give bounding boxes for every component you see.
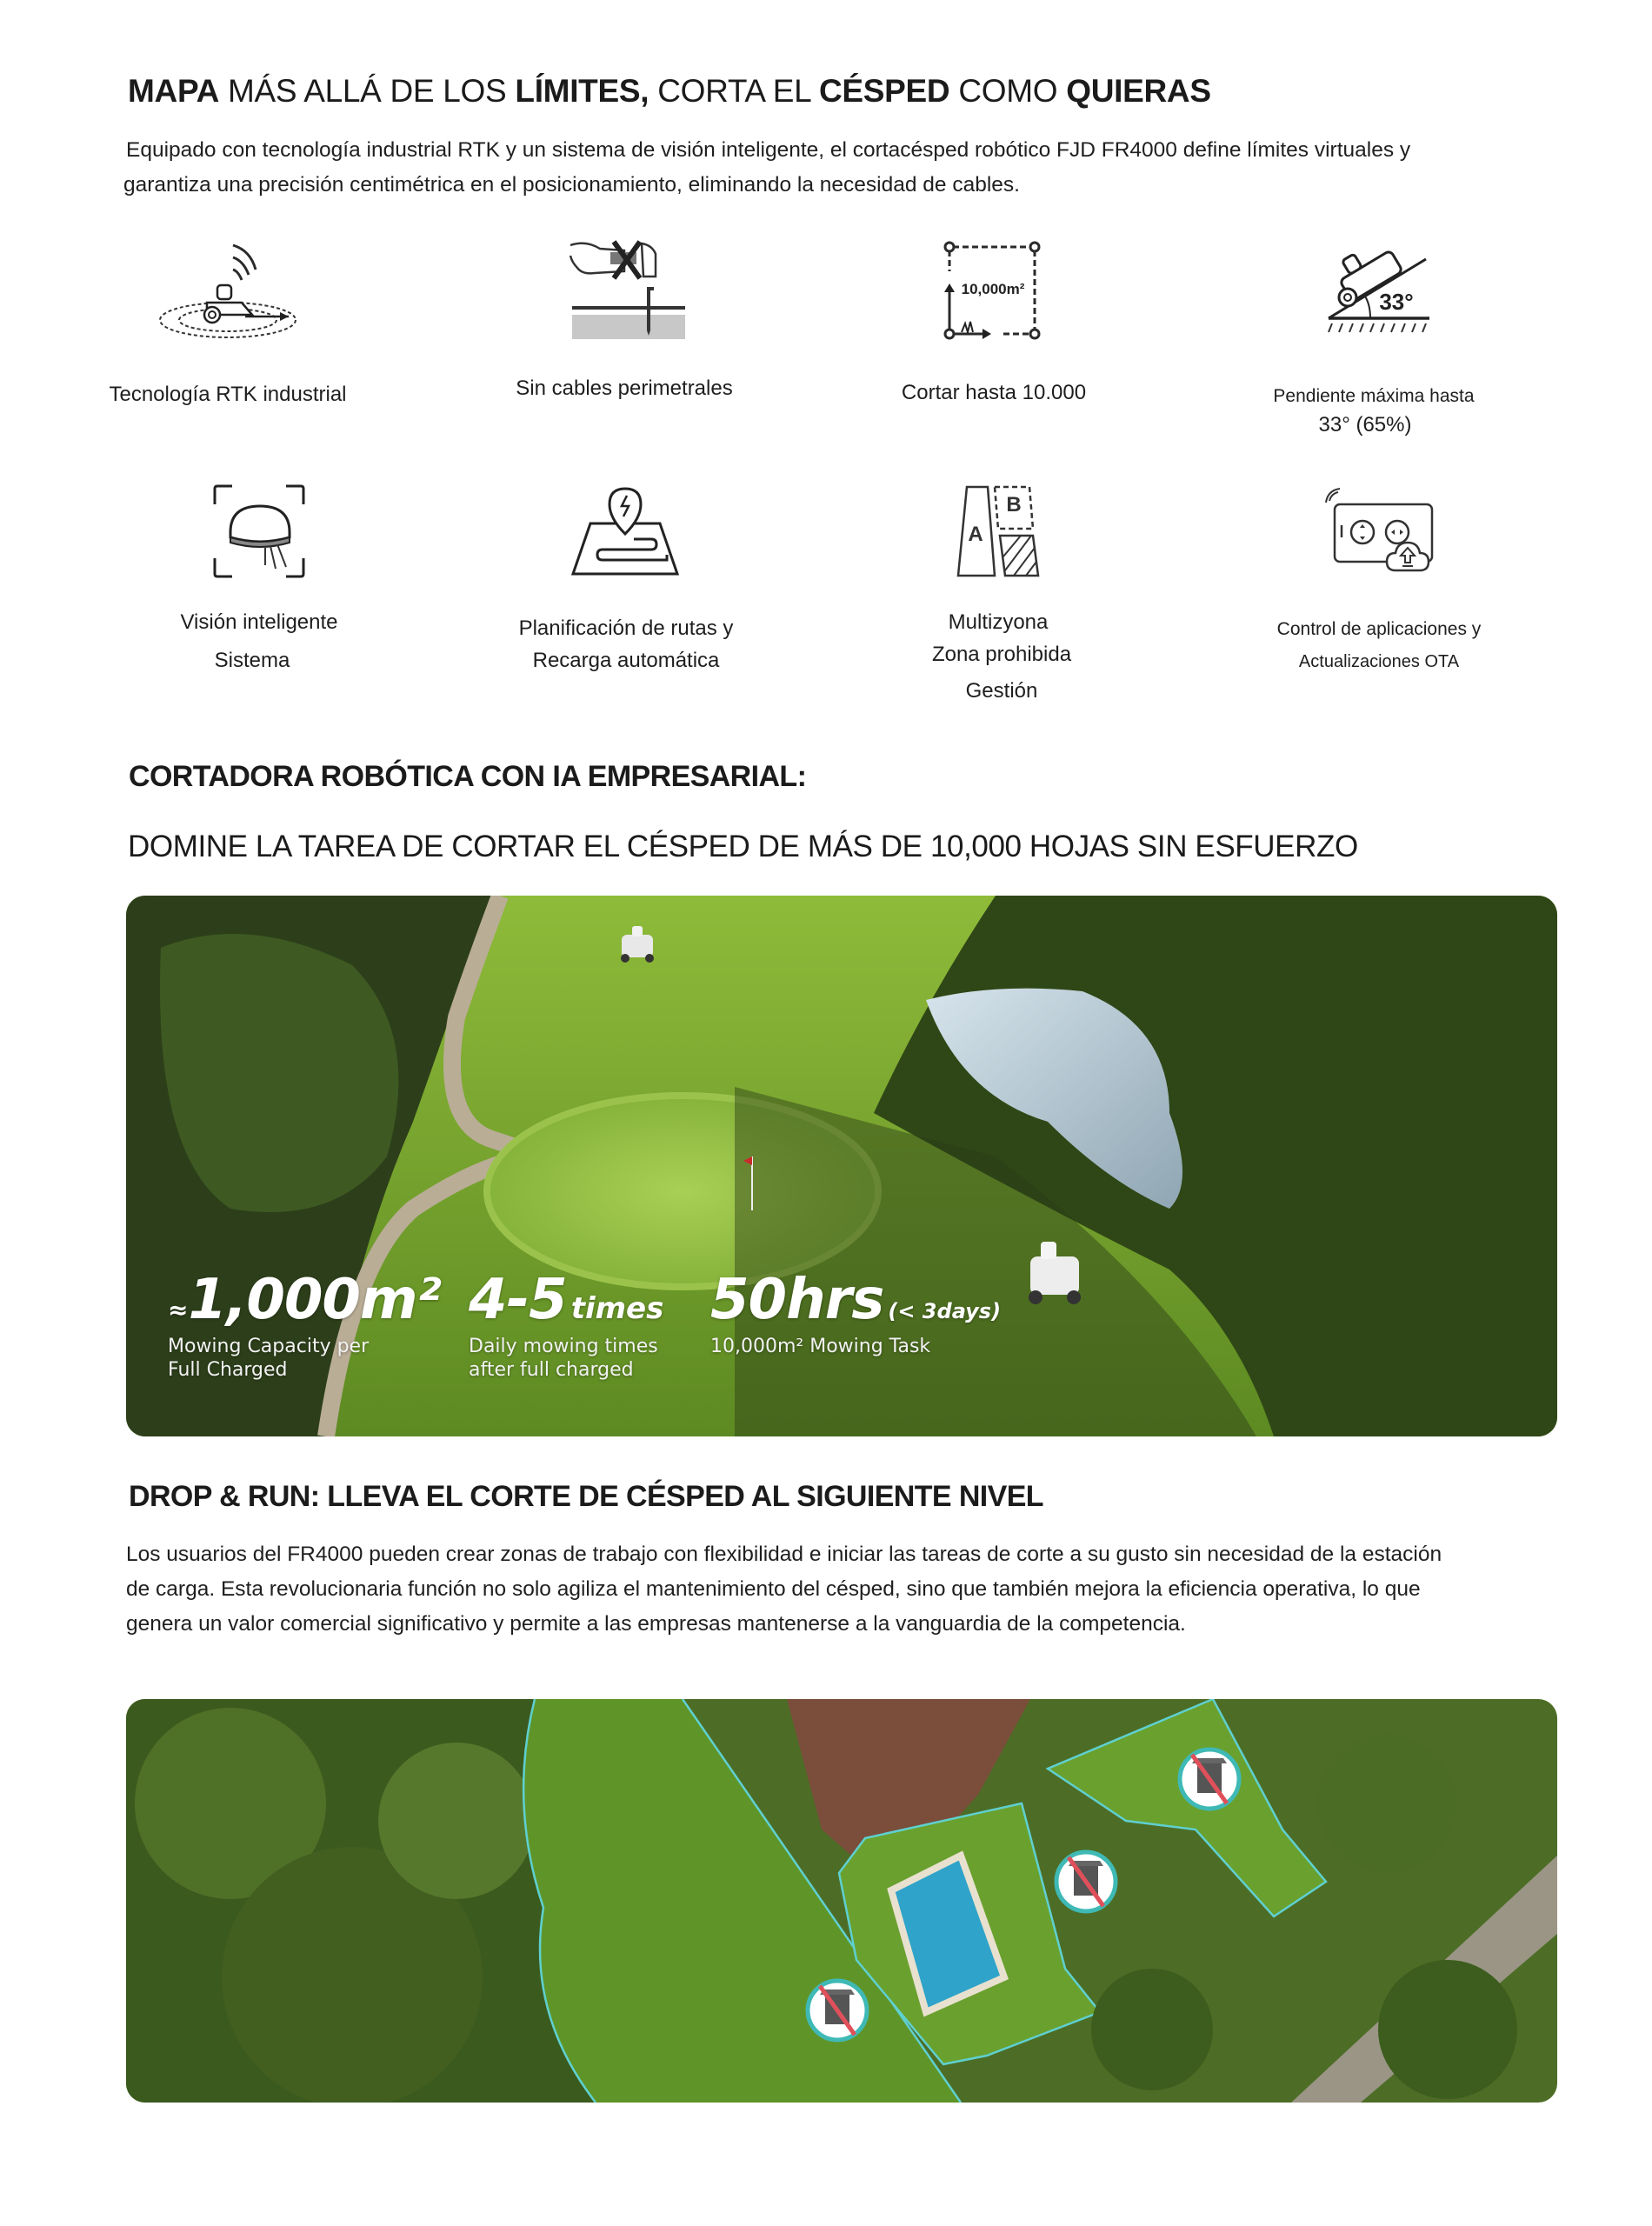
title-part: QUIERAS	[1066, 73, 1211, 109]
stat-desc: 10,000m² Mowing Task	[710, 1336, 931, 1357]
aerial-estate-image	[126, 1699, 1557, 2103]
stat-desc: Daily mowing times	[469, 1336, 658, 1357]
section-title	[128, 73, 1211, 110]
stat-task-duration	[710, 1268, 1002, 1358]
feature-app-ota	[1196, 483, 1562, 683]
stat-prefix: ≈	[168, 1296, 189, 1324]
stat-desc: after full charged	[469, 1359, 634, 1381]
no-charging-station-icon	[1056, 1852, 1116, 1911]
slope-33-icon	[1313, 235, 1435, 339]
no-charging-station-icon	[1180, 1749, 1239, 1809]
paragraph-line: Equipado con tecnología industrial RTK y un sistema de visión inteligente, el cortacésped robótico FJD FR4000 define límites virtuales y	[126, 138, 1411, 162]
intro-paragraph	[123, 133, 1535, 203]
no-perimeter-wire-icon	[563, 235, 685, 348]
feature-label: Gestión	[965, 679, 1038, 703]
app-ota-icon	[1322, 483, 1436, 581]
feature-label: Multizyona	[948, 610, 1049, 634]
title-part: MÁS ALLÁ DE LOS	[219, 73, 516, 109]
feature-vision	[77, 483, 442, 683]
stat-value: 50hrs	[710, 1268, 884, 1332]
feature-label: Control de aplicaciones y	[1276, 619, 1482, 639]
ai-mower-heading: CORTADORA ROBÓTICA CON IA EMPRESARIAL:	[129, 760, 807, 793]
title-part: CÉSPED	[819, 73, 950, 109]
mowing-subheading: DOMINE LA TAREA DE CORTAR EL CÉSPED DE MÁS DE 10,000 HOJAS SIN ESFUERZO	[128, 830, 1358, 863]
feature-label: Pendiente máxima hasta	[1273, 386, 1475, 406]
title-part: LÍMITES,	[515, 73, 649, 109]
stat-desc: Full Charged	[168, 1359, 288, 1381]
feature-label: 33° (65%)	[1318, 413, 1412, 437]
feature-area	[811, 235, 1176, 417]
feature-label: Cortar hasta 10.000	[901, 381, 1087, 404]
stat-paren: (< 3days)	[888, 1299, 1002, 1323]
feature-label: Sistema	[214, 649, 290, 672]
feature-no-wires	[442, 235, 807, 417]
stat-unit: times	[570, 1291, 664, 1326]
stat-daily-times	[469, 1268, 664, 1382]
feature-rtk	[45, 235, 410, 417]
vision-camera-icon	[211, 483, 307, 581]
stat-value: 1,000m²	[188, 1268, 441, 1332]
feature-label: Visión inteligente	[180, 610, 338, 634]
drop-run-paragraph	[126, 1537, 1535, 1642]
stat-value: 4-5	[469, 1268, 567, 1332]
feature-label: Actualizaciones OTA	[1298, 652, 1460, 671]
drop-run-heading: DROP & RUN: LLEVA EL CORTE DE CÉSPED AL SIGUIENTE NIVEL	[129, 1480, 1043, 1513]
feature-route	[443, 483, 809, 683]
route-charging-icon	[570, 483, 683, 581]
paragraph-line: garantiza una precisión centimétrica en el posicionamiento, eliminando la necesidad de cables.	[123, 173, 1020, 197]
paragraph-line: genera un valor comercial significativo y permite a las empresas mantenerse a la vanguardia de la competencia.	[126, 1612, 1186, 1636]
area-10000m2-icon	[937, 235, 1050, 348]
feature-label: Sin cables perimetrales	[516, 377, 733, 400]
feature-multizone	[824, 483, 1189, 710]
title-part: MAPA	[128, 73, 219, 109]
stat-capacity	[168, 1268, 441, 1382]
no-charging-station-icon	[808, 1981, 867, 2040]
rtk-mower-icon	[150, 235, 306, 343]
zone-b-label: B	[1006, 493, 1022, 517]
paragraph-line: Los usuarios del FR4000 pueden crear zonas de trabajo con flexibilidad e iniciar las tareas de corte a su gusto sin necesidad de la estación	[126, 1543, 1442, 1566]
feature-slope	[1191, 235, 1556, 435]
slope-icon-text: 33°	[1379, 289, 1414, 315]
stat-desc: Mowing Capacity per	[168, 1336, 370, 1357]
multizone-icon	[955, 483, 1059, 581]
title-part: COMO	[949, 73, 1067, 109]
feature-label: Planificación de rutas y	[518, 616, 734, 640]
feature-label: Recarga automática	[532, 649, 720, 672]
zone-a-label: A	[968, 523, 983, 546]
aerial-estate-illustration	[126, 1699, 1557, 2103]
golf-course-image	[126, 896, 1557, 1436]
area-icon-text: 10,000m²	[961, 281, 1025, 297]
paragraph-line: de carga. Esta revolucionaria función no solo agiliza el mantenimiento del césped, sino que también mejora la eficiencia operativa, lo que	[126, 1577, 1421, 1601]
title-part: CORTA EL	[649, 73, 819, 109]
feature-label: Tecnología RTK industrial	[109, 383, 347, 406]
feature-label: Zona prohibida	[931, 643, 1072, 666]
